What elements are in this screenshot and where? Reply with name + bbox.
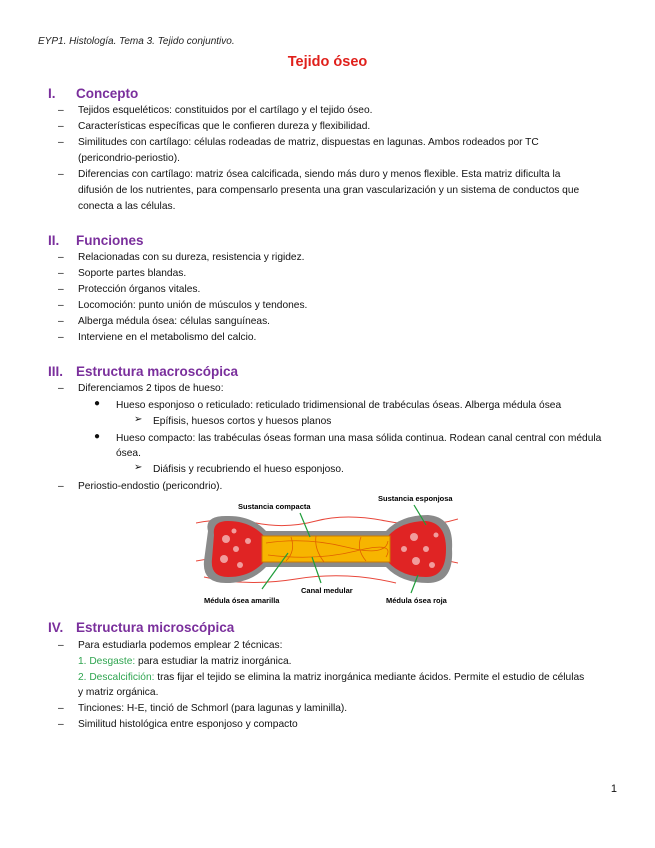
list-item: Diáfisis y recubriendo el hueso esponjoso. <box>153 464 344 475</box>
technique-label: 2. Descalcifición: <box>78 672 155 683</box>
dash-bullet: – <box>58 332 64 343</box>
running-header: EYP1. Histología. Tema 3. Tejido conjuntivo. <box>38 36 235 47</box>
section-title: Funciones <box>76 233 144 248</box>
label-sustancia-compacta: Sustancia compacta <box>238 502 311 511</box>
technique-label: 1. Desgaste: <box>78 656 136 667</box>
dash-bullet: – <box>58 316 64 327</box>
list-item: Hueso compacto: las trabéculas óseas forman una masa sólida continua. Rodean canal central con médula <box>116 433 602 444</box>
label-canal-medular: Canal medular <box>301 586 353 595</box>
list-item: Diferencias con cartílago: matriz ósea calcificada, siendo más duro y menos flexible. Esta matriz dificulta la <box>78 169 561 180</box>
medullary-canal <box>262 536 390 562</box>
round-bullet: ● <box>94 398 101 409</box>
list-item-continuation: difusión de los nutrientes, para compensarlo presenta una gran vascularización y un sistema de conductos que <box>78 185 580 196</box>
dash-bullet: – <box>58 481 64 492</box>
arrow-bullet-icon: ➢ <box>134 414 143 425</box>
section-heading-macro <box>48 364 238 379</box>
list-item: Interviene en el metabolismo del calcio. <box>78 332 257 343</box>
list-item: Relacionadas con su dureza, resistencia y rigidez. <box>78 252 305 263</box>
section-heading-micro <box>48 620 234 635</box>
list-item: Protección órganos vitales. <box>78 284 201 295</box>
page-number: 1 <box>610 783 617 795</box>
section-number: III. <box>48 364 64 379</box>
dash-bullet: – <box>58 640 64 651</box>
dash-bullet: – <box>58 137 64 148</box>
list-item: Diferenciamos 2 tipos de hueso: <box>78 383 224 394</box>
section-title: Estructura macroscópica <box>76 364 239 379</box>
section-title: Concepto <box>76 86 139 101</box>
technique-text: para estudiar la matriz inorgánica. <box>135 656 292 667</box>
list-item-continuation: (pericondrio-periostio). <box>78 153 180 164</box>
list-item: Hueso esponjoso o reticulado: reticulado tridimensional de trabéculas óseas. Alberga médula ósea <box>116 400 562 411</box>
dash-bullet: – <box>58 719 64 730</box>
technique-text: tras fijar el tejido se elimina la matriz inorgánica mediante ácidos. Permite el estudio de células <box>154 672 585 683</box>
bone-diagram <box>196 491 458 607</box>
page-title: Tejido óseo <box>287 54 368 70</box>
dash-bullet: – <box>58 284 64 295</box>
dash-bullet: – <box>58 268 64 279</box>
section-heading-concepto <box>48 86 138 101</box>
round-bullet: ● <box>94 431 101 442</box>
list-item: Similitudes con cartílago: células rodeadas de matriz, dispuestas en lagunas. Ambos rodeados por TC <box>78 137 539 148</box>
dash-bullet: – <box>58 121 64 132</box>
list-item: Para estudiarla podemos emplear 2 técnicas: <box>78 640 283 651</box>
list-item-continuation: ósea. <box>116 448 141 459</box>
list-item: Tinciones: H-E, tinció de Schmorl (para lagunas y laminilla). <box>78 703 348 714</box>
list-item: Soporte partes blandas. <box>78 268 187 279</box>
label-medula-roja: Médula ósea roja <box>386 596 447 605</box>
technique-2 <box>78 670 584 686</box>
dash-bullet: – <box>58 169 64 180</box>
dash-bullet: – <box>58 703 64 714</box>
list-item: Locomoción: punto unión de músculos y tendones. <box>78 300 308 311</box>
dash-bullet: – <box>58 252 64 263</box>
section-number: IV. <box>48 620 64 635</box>
list-item: Alberga médula ósea: células sanguíneas. <box>78 316 270 327</box>
list-item: Periostio-endostio (pericondrio). <box>78 481 223 492</box>
dash-bullet: – <box>58 105 64 116</box>
list-item-continuation: conecta a las células. <box>78 201 176 212</box>
section-title: Estructura microscópica <box>76 620 235 635</box>
section-heading-funciones <box>48 233 144 248</box>
list-item: Características específicas que le confieren dureza y flexibilidad. <box>78 121 371 132</box>
arrow-bullet-icon: ➢ <box>134 462 143 473</box>
dash-bullet: – <box>58 383 64 394</box>
list-item: Tejidos esqueléticos: constituidos por el cartílago y el tejido óseo. <box>78 105 373 116</box>
label-medula-amarilla: Médula ósea amarilla <box>204 596 280 605</box>
list-item: Similitud histológica entre esponjoso y compacto <box>78 719 298 730</box>
section-number: II. <box>48 233 60 248</box>
label-sustancia-esponjosa: Sustancia esponjosa <box>378 494 453 503</box>
section-number: I. <box>48 86 56 101</box>
list-item: Epífisis, huesos cortos y huesos planos <box>153 416 332 427</box>
list-item-continuation: y matriz orgánica. <box>78 687 159 698</box>
dash-bullet: – <box>58 300 64 311</box>
technique-1 <box>78 654 292 670</box>
